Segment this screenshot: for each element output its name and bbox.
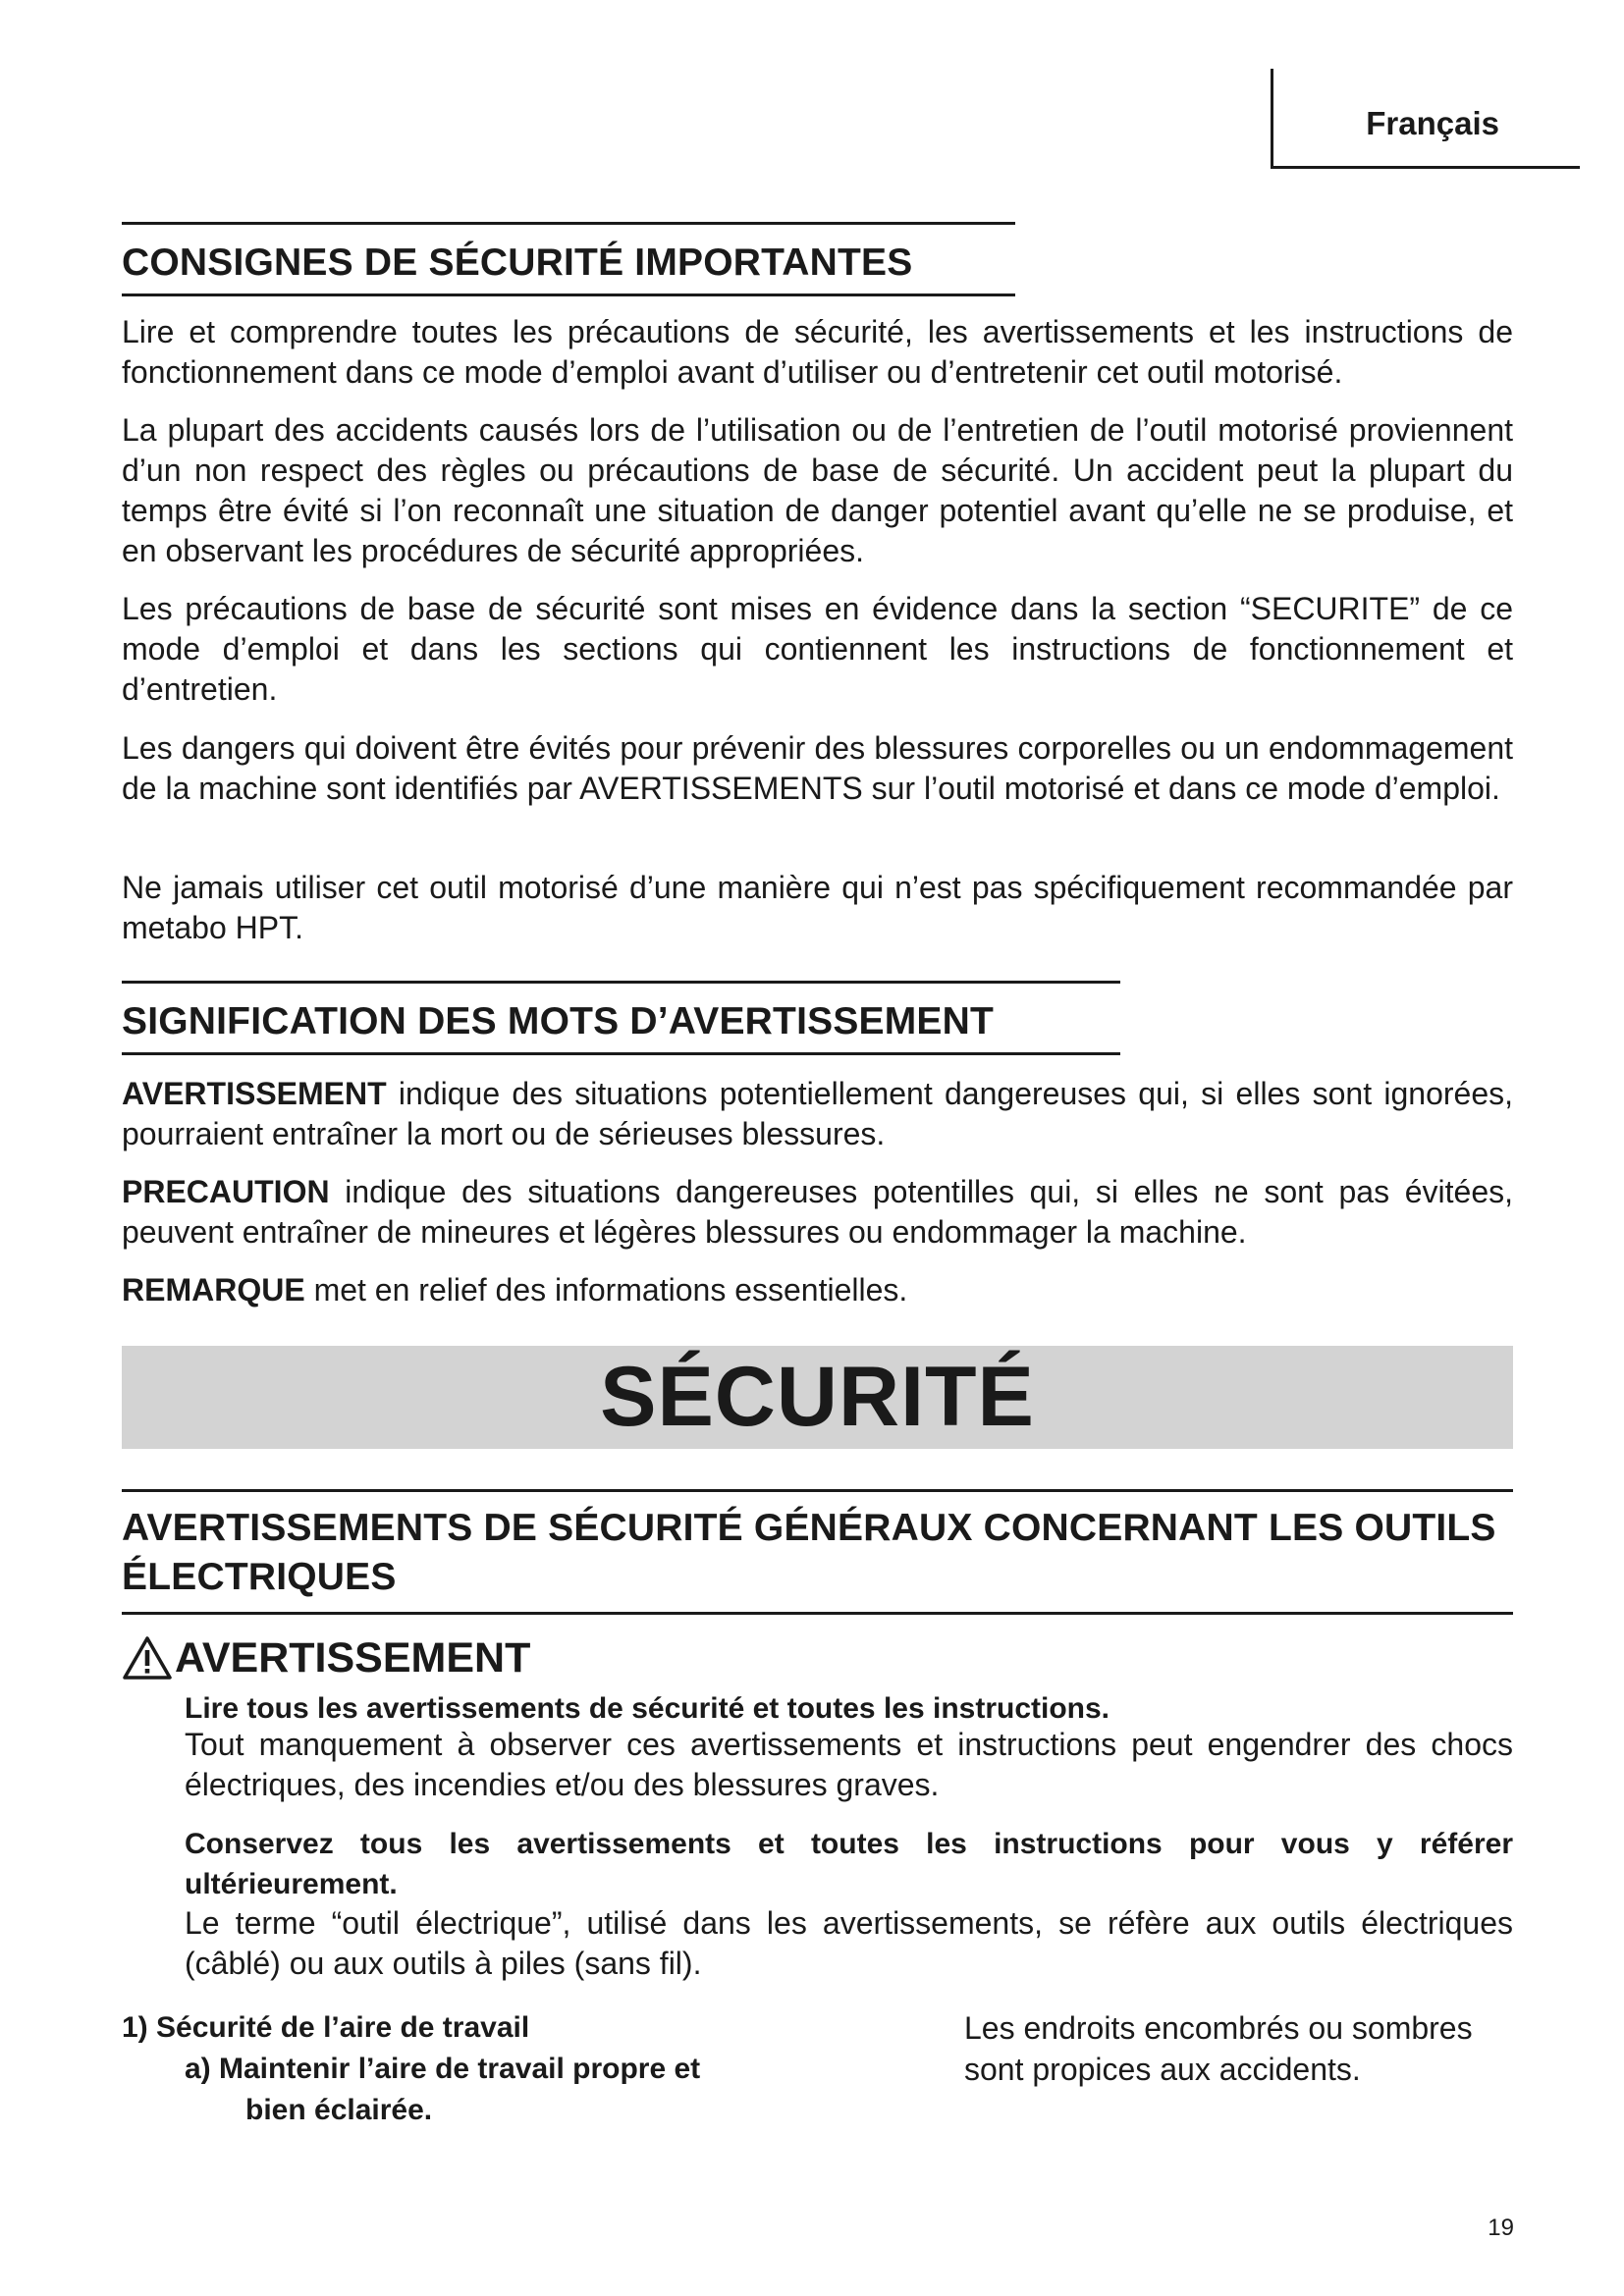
paragraph-consignes-2: La plupart des accidents causés lors de l’utilisation ou de l’entretien de l’outil motorisé proviennent d’un non respect des règles ou précautions de base de sécurité. Un accident peut la plupart du temps être évité si l’on reconnaît une situation de danger potentiel avant qu’elle ne se produise, et en observant les procédures de sécurité appropriées.: [122, 412, 1513, 568]
paragraph-consignes-1: Lire et comprendre toutes les précautions de sécurité, les avertissements et les instructions de fonctionnement dans ce mode d’emploi avant d’utiliser ou d’entretenir cet outil motorisé.: [122, 314, 1513, 390]
paragraph-consignes-3: Les précautions de base de sécurité sont mises en évidence dans la section “SECURITE” de ce mode d’emploi et dans les sections qui contiennent les instructions de fonctionnement et d’entretien.: [122, 591, 1513, 707]
language-label: Français: [1366, 105, 1499, 141]
definition-term: REMARQUE: [122, 1272, 305, 1308]
definition-text: indique des situations dangereuses potentilles qui, si elles ne sont pas évitées, peuvent entraîner de mineures et légères blessures ou endommager la machine.: [122, 1174, 1513, 1250]
securite-title: SÉCURITÉ: [600, 1350, 1035, 1444]
paragraph-consignes-5: Ne jamais utiliser cet outil motorisé d’une manière qui n’est pas spécifiquement recommandée par metabo HPT.: [122, 870, 1513, 945]
warning-heading: [122, 1633, 530, 1682]
definition-text: indique des situations potentiellement dangereuses qui, si elles sont ignorées, pourraient entraîner la mort ou de sérieuses blessures.: [122, 1076, 1513, 1151]
warning-triangle-icon: [122, 1635, 173, 1681]
list-item-1a-note: Les endroits encombrés ou sombres sont propices aux accidents.: [964, 2010, 1473, 2087]
list-item-1: 1) Sécurité de l’aire de travail: [122, 2011, 530, 2044]
securite-banner: [122, 1346, 1513, 1449]
page-number: 19: [1488, 2215, 1514, 2241]
definition-remarque: [122, 1270, 1513, 1310]
definition-text: met en relief des informations essentielles.: [304, 1272, 908, 1308]
instruction-bold-2: Conservez tous les avertissements et toutes les instructions pour vous y référer ultérieurement.: [185, 1828, 1513, 1900]
language-tab: [1271, 69, 1580, 169]
definition-term: PRECAUTION: [122, 1174, 330, 1209]
paragraph-consignes-4: Les dangers qui doivent être évités pour prévenir des blessures corporelles ou un endommagement de la machine sont identifiés par AVERTISSEMENTS sur l’outil motorisé et dans ce mode d’emploi.: [122, 730, 1513, 806]
list-item-1a-continued: bien éclairée.: [245, 2094, 433, 2126]
instruction-text-1: Tout manquement à observer ces avertissements et instructions peut engendrer des chocs électriques, des incendies et/ou des blessures graves.: [185, 1727, 1513, 1802]
list-item-1a: a) Maintenir l’aire de travail propre et: [185, 2053, 701, 2085]
heading-signification: SIGNIFICATION DES MOTS D’AVERTISSEMENT: [122, 981, 1120, 1055]
heading-avertissements: AVERTISSEMENTS DE SÉCURITÉ GÉNÉRAUX CONCERNANT LES OUTILS ÉLECTRIQUES: [122, 1489, 1513, 1615]
definition-precaution: [122, 1172, 1513, 1253]
heading-consignes: CONSIGNES DE SÉCURITÉ IMPORTANTES: [122, 222, 1015, 296]
definition-term: AVERTISSEMENT: [122, 1076, 387, 1111]
definition-avertissement: [122, 1074, 1513, 1154]
instruction-text-2: Le terme “outil électrique”, utilisé dans les avertissements, se réfère aux outils électriques (câblé) ou aux outils à piles (sans fil).: [185, 1905, 1513, 1981]
safety-list: [122, 2007, 809, 2131]
instruction-bold-1: Lire tous les avertissements de sécurité et toutes les instructions.: [185, 1692, 1110, 1725]
warning-label: AVERTISSEMENT: [175, 1633, 531, 1682]
